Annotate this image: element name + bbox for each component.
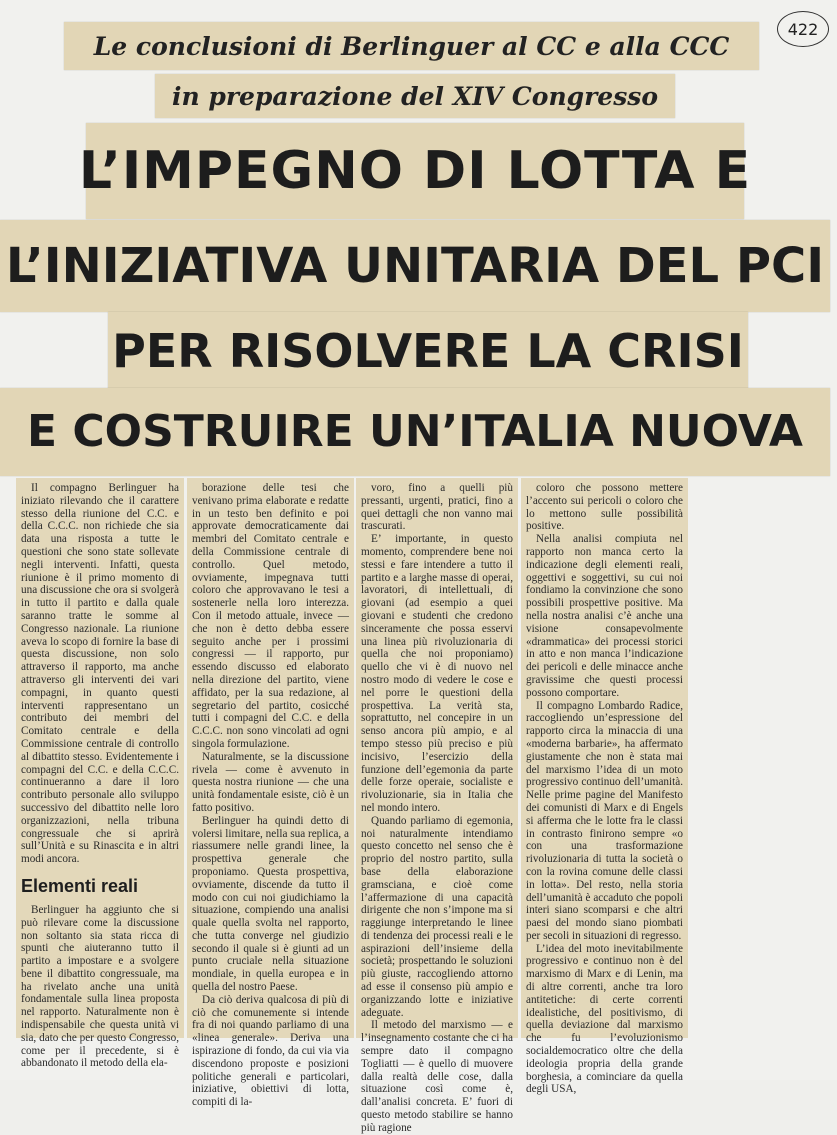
headline-strip-4 — [0, 388, 830, 476]
kicker-line-2: in preparazione del XIV Congresso — [171, 81, 659, 111]
headline-line-2: L’INIZIATIVA UNITARIA DEL PCI — [5, 238, 825, 294]
column-4-paragraph-1: coloro che possono mettere l’accento sui pericoli o coloro che lo mettono sulle possibilità positive. — [526, 482, 683, 533]
column-2-paragraph-2: Naturalmente, se la discussione rivela — come è avvenuto in questa nostra riunione — che una unità fondamentale esiste, ciò è un fatto positivo. — [192, 750, 349, 814]
column-2-paragraph-1: borazione delle tesi che venivano prima elaborate e redatte in un testo ben definito e poi approvate democraticamente dai membri del Comitato centrale e della Commissione centrale di controllo. Quel metodo, ovviamente, impegnava tutti coloro che approvavano le tesi a sostenerle nella loro interezza. Con il metodo attuale, invece — che non è detto debba essere seguito anche per i prossimi congressi — il rapporto, pur essendo discusso ed elaborato nella direzione del partito, viene affidato, per la sua redazione, al segretario del partito, cosicché tutti i compagni del C.C. e della C.C.C. non sono vincolati ad ogni singola formulazione. — [192, 482, 349, 750]
column-3-paragraph-4: Il metodo del marxismo — e l’insegnamento costante che ci ha sempre dato il compagno Togliatti — è quello di muovere dalla realtà delle cose, dalla situazione così come è, dall’analisi concreta. E’ fuori di questo metodo stabilire se hanno più ragione — [361, 1019, 513, 1134]
column-2-paragraph-3: Berlinguer ha quindi detto di volersi limitare, nella sua replica, a riassumere nelle grandi linee, la prospettiva generale che proponiamo. Questa prospettiva, ovviamente, discende da tutto il modo con cui noi giudichiamo la situazione, compiendo una analisi quale quella svolta nel rapporto, che tutta converge nel giudizio secondo il quale si è giunti ad un punto cruciale nella situazione mondiale, in quella europea e in quella del nostro Paese. — [192, 814, 349, 994]
kicker-strip-2 — [155, 74, 675, 118]
column-3-paragraph-2: E’ importante, in questo momento, comprendere bene noi stessi e fare intendere a tutto il partito e a larghe masse di operai, lavoratori, di intellettuali, di giovani (ad esempio a quei giovani e studenti che credono sinceramente che possa esservi una linea più rivoluzionaria di quella che noi proponiamo) quello che vi è di nuovo nel nostro modo di vedere le cose e nel porre le questioni della prospettiva. La verità sta, soprattutto, nel concepire in un senso ancora più ampio, e al tempo stesso più preciso e più incisivo, l’esercizio della funzione dell’egemonia da parte delle forze operaie, socialiste e rivoluzionarie, sia in Italia che nel mondo intero. — [361, 533, 513, 814]
column-4-paragraph-2: Nella analisi compiuta nel rapporto non manca certo la indicazione degli elementi reali, oggettivi e soggettivi, su cui noi fondiamo la convinzione che sono possibili prospettive positive. Ma nella nostra analisi c’è anche una visione consapevolmente «drammatica» dei processi storici in atto e non manca l’indicazione dei pericoli e delle minacce anche gravissime che questi processi possono comportare. — [526, 533, 683, 699]
headline-strip-1 — [78, 123, 752, 219]
headline-line-1: L’IMPEGNO DI LOTTA E — [78, 141, 752, 201]
article-column-4 — [521, 478, 688, 1096]
headline-line-3: PER RISOLVERE LA CRISI — [112, 324, 744, 378]
column-4-paragraph-3: Il compagno Lombardo Radice, raccogliendo un’espressione del rapporto circa la minaccia di una «moderna barbarie», ha affermato giustamente che non è stata mai del marxismo l’idea di un moto progressivo continuo dell’umanità. Nelle prime pagine del Manifesto dei comunisti di Marx e di Engels si afferma che le lotte fra le classi in contrasto finirono sempre «o con una trasformazione rivoluzionaria di tutta la società o con la rovina comune delle classi in lotta». Del resto, nella storia dell’umanità è accaduto che popoli interi siano scomparsi e che altri paesi del mondo siano piombati per secoli in situazioni di regresso. — [526, 699, 683, 942]
headline-line-4: E COSTRUIRE UN’ITALIA NUOVA — [27, 406, 803, 457]
article-column-1 — [16, 478, 184, 1070]
column-3-paragraph-3: Quando parliamo di egemonia, noi naturalmente intendiamo questo concetto nel senso che è proprio del nostro partito, sulla base della elaborazione gramsciana, e cioè come l’affermazione di una capacità dirigente che non s’impone ma si raggiunge interpretando le linee di tendenza dei processi reali e le aspirazioni dell’insieme della società; prospettando le soluzioni più giuste, raccogliendo attorno ad esse il consenso più ampio e organizzando lotte e iniziative adeguate. — [361, 814, 513, 1019]
page-number-stamp — [777, 11, 829, 47]
column-1-paragraph-1: Il compagno Berlinguer ha iniziato rilevando che il carattere stesso della riunione del C.C. e della C.C.C. non richiede che sia data una risposta a tutte le questioni che sono state sollevate negli interventi. Infatti, questa riunione è il primo momento di una discussione che ora si svolgerà in tutto il partito e dalla quale saranno tratte le somme al Congresso nazionale. La riunione aveva lo scopo di fornire la base di questa discussione, non solo attraverso il rapporto, ma anche attraverso gli interventi dei vari compagni, in quanto questi interventi rappresentano un contributo dei membri del Comitato centrale e della Commissione centrale di controllo al dibattito stesso. Evidentemente i compagni del C.C. e della C.C.C. continueranno a dare il loro contributo personale allo sviluppo successivo del dibattito nelle loro organizzazioni, nella tribuna congressuale che si aprirà sull’Unità e su Rinascita e in altri modi ancora. — [21, 482, 179, 866]
page-number: 422 — [787, 19, 819, 39]
column-4-paragraph-4: L’idea del moto inevitabilmente progressivo e continuo non è del marxismo di Marx e di Lenin, ma di altre correnti, anche tra loro antitetiche: di certe correnti idealistiche, del positivismo, di quella deviazione dal marxismo che fu l’evoluzionismo socialdemocratico oltre che della ideologia propria della grande borghesia, a cominciare da quella degli USA, — [526, 942, 683, 1096]
headline-strip-3 — [108, 312, 748, 390]
kicker-line-1: Le conclusioni di Berlinguer al CC e alla CCC — [93, 31, 730, 61]
column-2-paragraph-4: Da ciò deriva qualcosa di più di ciò che comunemente si intende fra di noi quando parliamo di una «linea generale». Deriva una ispirazione di fondo, da cui via via discendono proposte e posizioni politiche generali e particolari, iniziative, obiettivi di lotta, compiti di la- — [192, 993, 349, 1109]
kicker-strip-1 — [64, 22, 759, 70]
column-1-paragraph-2: Berlinguer ha aggiunto che si può rilevare come la discussione non soltanto sia stata ricca di spunti che aiuteranno tutto il partito a impostare e a svolgere bene il dibattito congressuale, ma ha rivelato anche una unità fondamentale sulla linea proposta nel rapporto. Naturalmente non è indispensabile che questa unità vi sia, dato che per questo Congresso, come per il precedente, si è abbandonato il metodo della ela- — [21, 903, 179, 1070]
article-column-3 — [356, 478, 518, 1134]
subhead-elementi-reali: Elementi reali — [21, 875, 139, 896]
article-column-2 — [187, 478, 354, 1109]
column-3-paragraph-1: voro, fino a quelli più pressanti, urgenti, pratici, fino a quei dettagli che non vanno mai trascurati. — [361, 482, 513, 533]
headline-strip-2 — [0, 220, 830, 312]
